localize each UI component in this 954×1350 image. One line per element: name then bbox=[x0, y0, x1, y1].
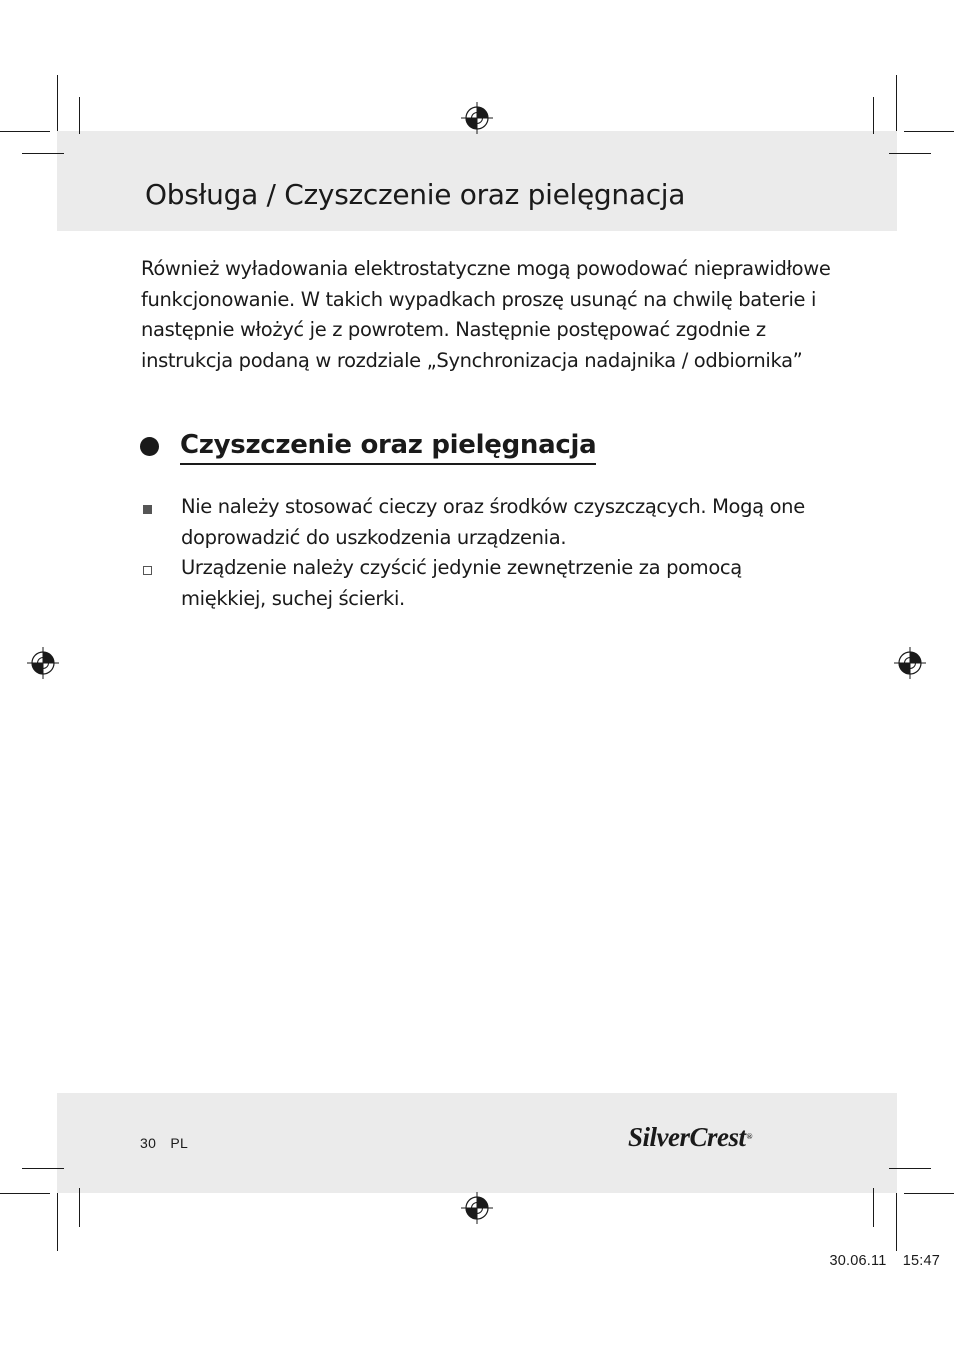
list-item bbox=[141, 492, 821, 553]
section-bullet-icon bbox=[140, 437, 159, 456]
intro-paragraph: Również wyładowania elektrostatyczne mogą powodować nieprawidłowe funkcjonowanie. W takich wypadkach proszę usunąć na chwilę baterie i następnie włożyć je z powrotem. Następnie postępować zgodnie z instrukcja podaną w rozdziale „Synchronizacja nadajnika / odbiornika” bbox=[141, 257, 831, 372]
page-title: Obsługa / Czyszczenie oraz pielęgnacja bbox=[145, 178, 686, 211]
print-time: 15:47 bbox=[902, 1253, 940, 1269]
language-code: PL bbox=[170, 1135, 189, 1151]
open-square-icon bbox=[143, 566, 152, 575]
page-footer bbox=[140, 1135, 188, 1151]
brand-logo bbox=[628, 1120, 752, 1154]
registration-mark-icon bbox=[26, 646, 60, 680]
brand-name: SilverCrest bbox=[628, 1122, 746, 1152]
filled-square-icon bbox=[143, 505, 152, 514]
print-timestamp bbox=[830, 1253, 941, 1269]
list-item-text: Urządzenie należy czyścić jedynie zewnętrzenie za pomocą miękkiej, suchej ścierki. bbox=[181, 556, 742, 610]
print-date: 30.06.11 bbox=[829, 1253, 887, 1269]
list-item bbox=[141, 553, 821, 614]
registration-mark-icon bbox=[460, 1191, 494, 1225]
registration-mark-icon bbox=[460, 101, 494, 135]
registration-mark-icon bbox=[893, 646, 927, 680]
page-number: 30 bbox=[140, 1135, 157, 1151]
instruction-list bbox=[141, 492, 821, 614]
list-item-text: Nie należy stosować cieczy oraz środków czyszczących. Mogą one doprowadzić do uszkodzenia urządzenia. bbox=[181, 495, 805, 549]
section-title: Czyszczenie oraz pielęgnacja bbox=[180, 428, 596, 465]
registered-mark: ® bbox=[746, 1132, 752, 1141]
